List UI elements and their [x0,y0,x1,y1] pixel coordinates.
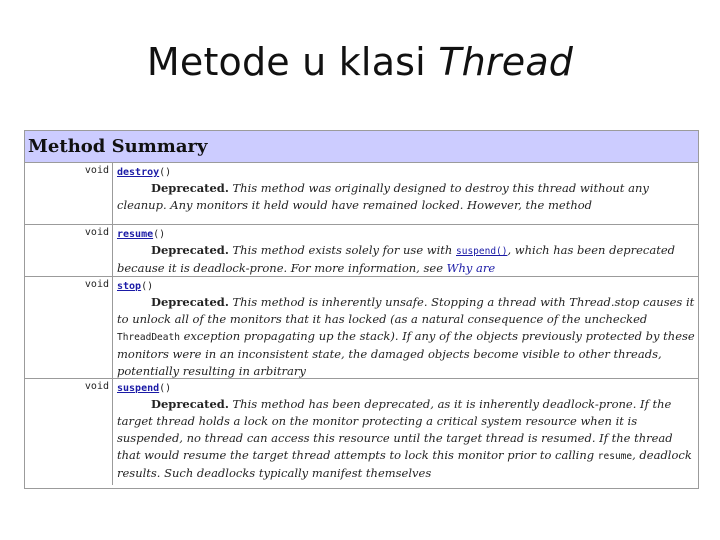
method-row-suspend [25,379,698,485]
why-are-link[interactable]: Why are [446,261,496,275]
deprecated-label: Deprecated. [151,397,229,411]
deprecation-text-cont: , deadlock results. Such deadlocks typically manifest themselves [117,448,692,480]
deprecation-text: This method was originally designed to destroy this thread without any cleanup. Any monitors it held would have remained locked. However, the method [117,181,649,212]
deprecation-text-cont: , which has been deprecated because it is deadlock-prone. For more information, see [117,243,675,275]
deprecated-label: Deprecated. [151,295,229,309]
method-link-suspend[interactable]: suspend [117,383,160,394]
method-row-resume [25,225,698,277]
method-parens: () [153,229,166,240]
deprecated-label: Deprecated. [151,181,229,195]
return-type: void [25,379,113,485]
method-row-destroy [25,163,698,225]
deprecation-text: This method exists solely for use with [232,243,453,257]
method-summary-heading: Method Summary [25,131,698,163]
method-link-stop[interactable]: stop [117,281,142,292]
method-parens: () [159,167,172,178]
threaddeath-code: ThreadDeath [117,332,180,343]
deprecation-text: This method has been deprecated, as it is inherently deadlock-prone. If the target thread holds a lock on the monitor protecting a critical system resource when it is suspended, no thread can access this resource until the target thread is resumed. If the thread that would resume the target thread attempts to lock this monitor prior to calling [117,397,673,462]
return-type: void [25,277,113,378]
suspend-code-link[interactable]: suspend() [456,246,508,257]
method-description [113,277,698,378]
return-type: void [25,163,113,224]
method-link-resume[interactable]: resume [117,229,154,240]
method-link-destroy[interactable]: destroy [117,167,160,178]
slide-title [0,40,720,84]
title-emphasis: Thread [438,40,574,84]
return-type: void [25,225,113,276]
resume-code: resume [597,451,633,462]
method-row-stop [25,277,698,379]
method-description [113,225,698,276]
method-description [113,163,698,224]
deprecation-text-cont: exception propagating up the stack). If any of the objects previously protected by these monitors were in an inconsistent state, the damaged objects become visible to other threads, potentially resulting in arbitrary [117,329,695,378]
deprecation-text: This method is inherently unsafe. Stopping a thread with Thread.stop causes it to unlock all of the monitors that it has locked (as a natural consequence of the unchecked [117,295,695,326]
method-parens: () [159,383,172,394]
title-main: Metode u klasi [146,40,426,84]
javadoc-screenshot [24,130,699,489]
method-parens: () [141,281,154,292]
deprecated-label: Deprecated. [151,243,229,257]
method-description [113,379,698,485]
